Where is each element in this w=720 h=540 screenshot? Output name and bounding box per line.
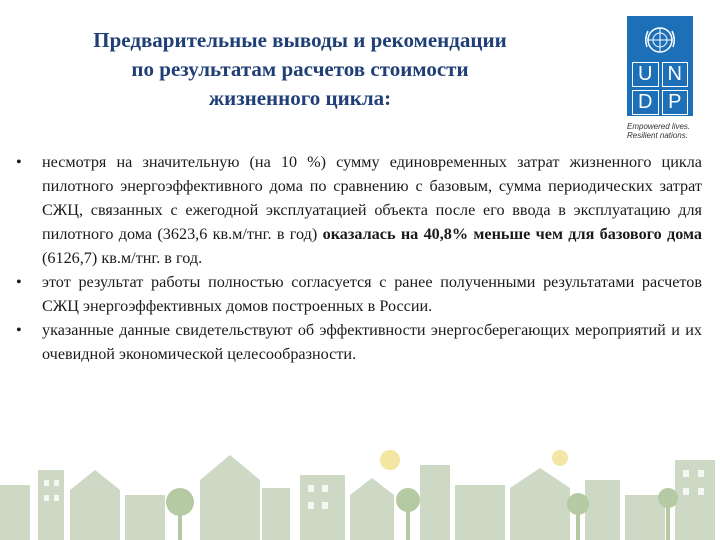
- undp-letter: U: [632, 62, 659, 87]
- town-illustration: [0, 440, 720, 540]
- undp-letter-grid: [632, 62, 688, 112]
- undp-letter: D: [632, 90, 659, 115]
- title-line-3: жизненного цикла:: [208, 86, 392, 110]
- bullet-marker: •: [16, 153, 22, 171]
- bullet-marker: •: [16, 273, 22, 291]
- bullet-text: (6126,7) кв.м/тнг. в год.: [42, 249, 203, 267]
- bullet-text: несмотря на значительную (на 10 %) сумму единовременных затрат жизненного цикла пилотного энергоэффективного дома по сравнению с базовым, сумма периодических затрат СЖЦ, связанных с ежегодной эксплуатацией объекта после его ввода в эксплуатацию для пилотного дома (3623,6 кв.м/тнг. в год): [42, 153, 702, 243]
- bullet-item: [16, 318, 702, 366]
- building-silhouettes: [0, 455, 715, 540]
- bullet-text: указанные данные свидетельствуют об эффективности энергосберегающих мероприятий и их очевидной экономической целесообразности.: [42, 321, 702, 363]
- sun-icon: [380, 450, 568, 470]
- undp-logo: [627, 16, 693, 140]
- slide-title: [20, 26, 580, 113]
- tagline-line-2: Resilient nations.: [627, 131, 688, 140]
- tagline-line-1: Empowered lives.: [627, 122, 691, 131]
- title-line-2: по результатам расчетов стоимости: [131, 57, 469, 81]
- bullet-item: [16, 150, 702, 270]
- bullet-marker: •: [16, 321, 22, 339]
- bullet-item: [16, 270, 702, 318]
- undp-tagline: [627, 122, 693, 140]
- un-emblem-icon: [641, 21, 679, 59]
- undp-letter: P: [662, 90, 689, 115]
- bullet-text: этот результат работы полностью согласуется с ранее полученными результатами расчетов СЖЦ энергоэффективных домов построенных в России.: [42, 273, 702, 315]
- bullet-bold-text: оказалась на 40,8% меньше чем для базового дома: [322, 225, 702, 243]
- title-line-1: Предварительные выводы и рекомендации: [93, 28, 507, 52]
- undp-logo-box: [627, 16, 693, 116]
- undp-letter: N: [662, 62, 689, 87]
- bullet-list: [16, 150, 702, 366]
